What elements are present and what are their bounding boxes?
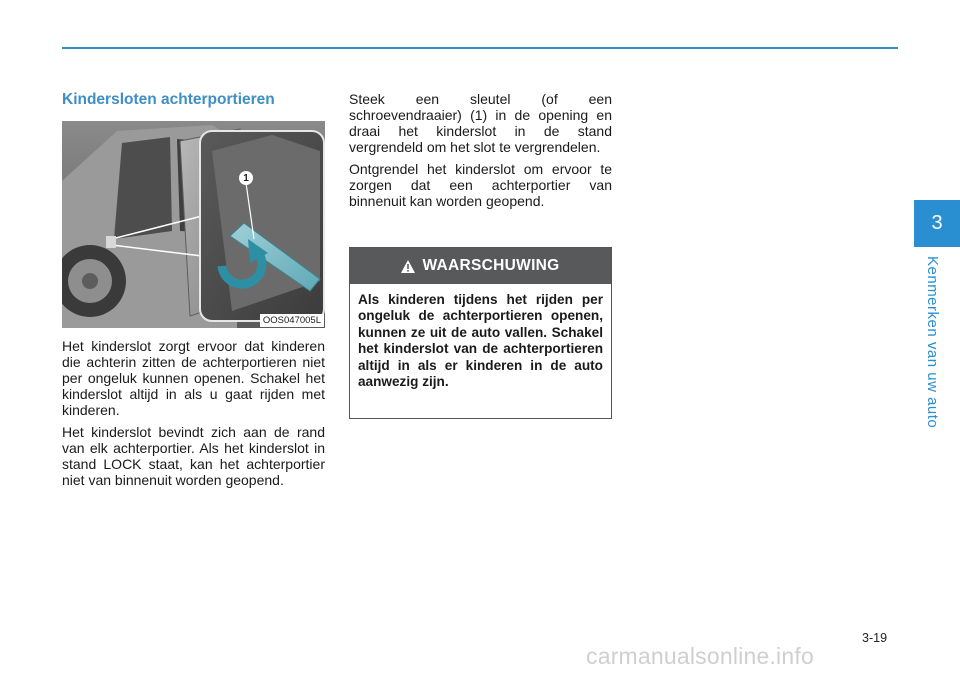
- callout-number: 1: [239, 171, 253, 185]
- right-column: [349, 91, 612, 215]
- paragraph: Het kinderslot zorgt ervoor dat kinderen die achterin zitten de achterportieren niet per ongeluk kunnen openen. Schakel het kinderslot altijd in als u gaat rijden met kinderen.: [62, 338, 325, 418]
- warning-triangle-icon: [401, 260, 415, 273]
- paragraph: Ontgrendel het kinderslot om ervoor te zorgen dat een achterportier van binnenuit kan worden geopend.: [349, 161, 612, 209]
- car-door-drawing: [62, 121, 325, 328]
- child-lock-illustration: [62, 121, 325, 328]
- left-column: [62, 338, 325, 494]
- figure-code: OOS047005L: [260, 314, 324, 327]
- section-title: Kindersloten achterportieren: [62, 91, 275, 108]
- chapter-label: [922, 256, 942, 436]
- warning-box: [349, 247, 612, 419]
- warning-header: [350, 248, 611, 284]
- chapter-number-tab: 3: [914, 200, 960, 247]
- warning-title: WAARSCHUWING: [422, 257, 560, 274]
- page-number: 3-19: [862, 631, 888, 645]
- paragraph: Steek een sleutel (of een schroevendraaier) (1) in de opening en draai het kinderslot in de stand vergrendeld om het slot te vergrendelen.: [349, 91, 612, 155]
- header-rule: [62, 47, 898, 49]
- warning-text: Als kinderen tijdens het rijden per ongeluk de achterportieren openen, kunnen ze uit de auto vallen. Schakel het kinderslot van de achterportieren altijd in als er kinderen in de auto aanwezig zijn.: [358, 292, 603, 390]
- paragraph: Het kinderslot bevindt zich aan de rand van elk achterportier. Als het kinderslot in stand LOCK staat, kan het achterportier niet van binnenuit worden geopend.: [62, 424, 325, 488]
- chapter-label-text: Kenmerken van uw auto: [924, 256, 941, 429]
- watermark: carmanualsonline.info: [586, 643, 814, 669]
